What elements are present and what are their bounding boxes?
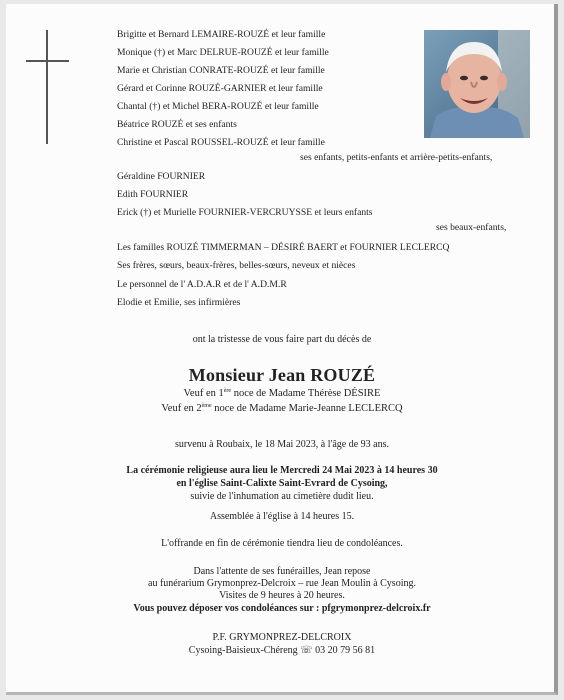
assembly-time: Assemblée à l'église à 14 heures 15. xyxy=(209,511,355,522)
family-line: Christine et Pascal ROUSSEL-ROUZÉ et leur famille xyxy=(117,137,325,148)
portrait-photo xyxy=(424,30,530,138)
family-line: Brigitte et Bernard LEMAIRE-ROUZÉ et leur famille xyxy=(117,29,326,40)
ceremony-line-1: La cérémonie religieuse aura lieu le Mercredi 24 Mai 2023 à 14 heures 30 xyxy=(126,465,438,476)
other-family-line: Ses frères, sœurs, beaux-frères, belles-sœurs, neveux et nièces xyxy=(117,260,356,271)
condolences-line: Vous pouvez déposer vos condoléances sur : pfgrymonprez-delcroix.fr xyxy=(133,603,431,614)
family-line: Marie et Christian CONRATE-ROUZÉ et leur famille xyxy=(117,65,325,76)
other-family-line: Les familles ROUZÉ TIMMERMAN – DÉSIRÉ BAERT et FOURNIER LECLERCQ xyxy=(117,242,450,253)
in-law-line: Erick (†) et Murielle FOURNIER-VERCRUYSSE et leurs enfants xyxy=(117,207,373,218)
funerarium-line-2: au funérarium Grymonprez-Delcroix – rue Jean Moulin à Cysoing. xyxy=(148,578,416,589)
in-laws-caption: ses beaux-enfants, xyxy=(436,222,507,233)
other-family-line: Le personnel de l' A.D.A.R et de l' A.D.M.R xyxy=(117,279,287,290)
undertaker-name: P.F. GRYMONPREZ-DELCROIX xyxy=(212,632,352,643)
children-caption: ses enfants, petits-enfants et arrière-petits-enfants, xyxy=(300,152,493,163)
ceremony-line-3: suivie de l'inhumation au cimetière dudit lieu. xyxy=(190,491,374,502)
portrait-image xyxy=(424,30,530,138)
family-line: Gérard et Corinne ROUZÉ-GARNIER et leur famille xyxy=(117,83,323,94)
death-notice: survenu à Roubaix, le 18 Mai 2023, à l'âge de 93 ans. xyxy=(175,439,389,450)
family-line: Monique (†) et Marc DELRUE-ROUZÉ et leur famille xyxy=(117,47,329,58)
cross-icon-bar xyxy=(26,60,69,62)
family-line: Béatrice ROUZÉ et ses enfants xyxy=(117,119,237,130)
family-line: Chantal (†) et Michel BERA-ROUZÉ et leur famille xyxy=(117,101,319,112)
widower-line-1: Veuf en 1ère noce de Madame Thérèse DÉSIRE xyxy=(183,388,381,399)
announcement-text: ont la tristesse de vous faire part du décès de xyxy=(192,334,372,345)
in-law-line: Edith FOURNIER xyxy=(117,189,189,200)
deceased-name: Monsieur Jean ROUZÉ xyxy=(188,365,376,385)
undertaker-contact: Cysoing-Baisieux-Chéreng ☏ 03 20 79 56 81 xyxy=(188,645,376,656)
offering-text: L'offrande en fin de cérémonie tiendra lieu de condoléances. xyxy=(161,538,403,549)
funerarium-line-1: Dans l'attente de ses funérailles, Jean repose xyxy=(193,566,371,577)
cross-icon xyxy=(46,30,48,144)
ceremony-line-2: en l'église Saint-Calixte Saint-Evrard de Cysoing, xyxy=(176,478,388,489)
visit-hours: Visites de 9 heures à 20 heures. xyxy=(219,590,345,601)
in-law-line: Géraldine FOURNIER xyxy=(117,171,206,182)
widower-line-2: Veuf en 2ème noce de Madame Marie-Jeanne LECLERCQ xyxy=(161,403,403,414)
other-family-line: Elodie et Emilie, ses infirmières xyxy=(117,297,241,308)
